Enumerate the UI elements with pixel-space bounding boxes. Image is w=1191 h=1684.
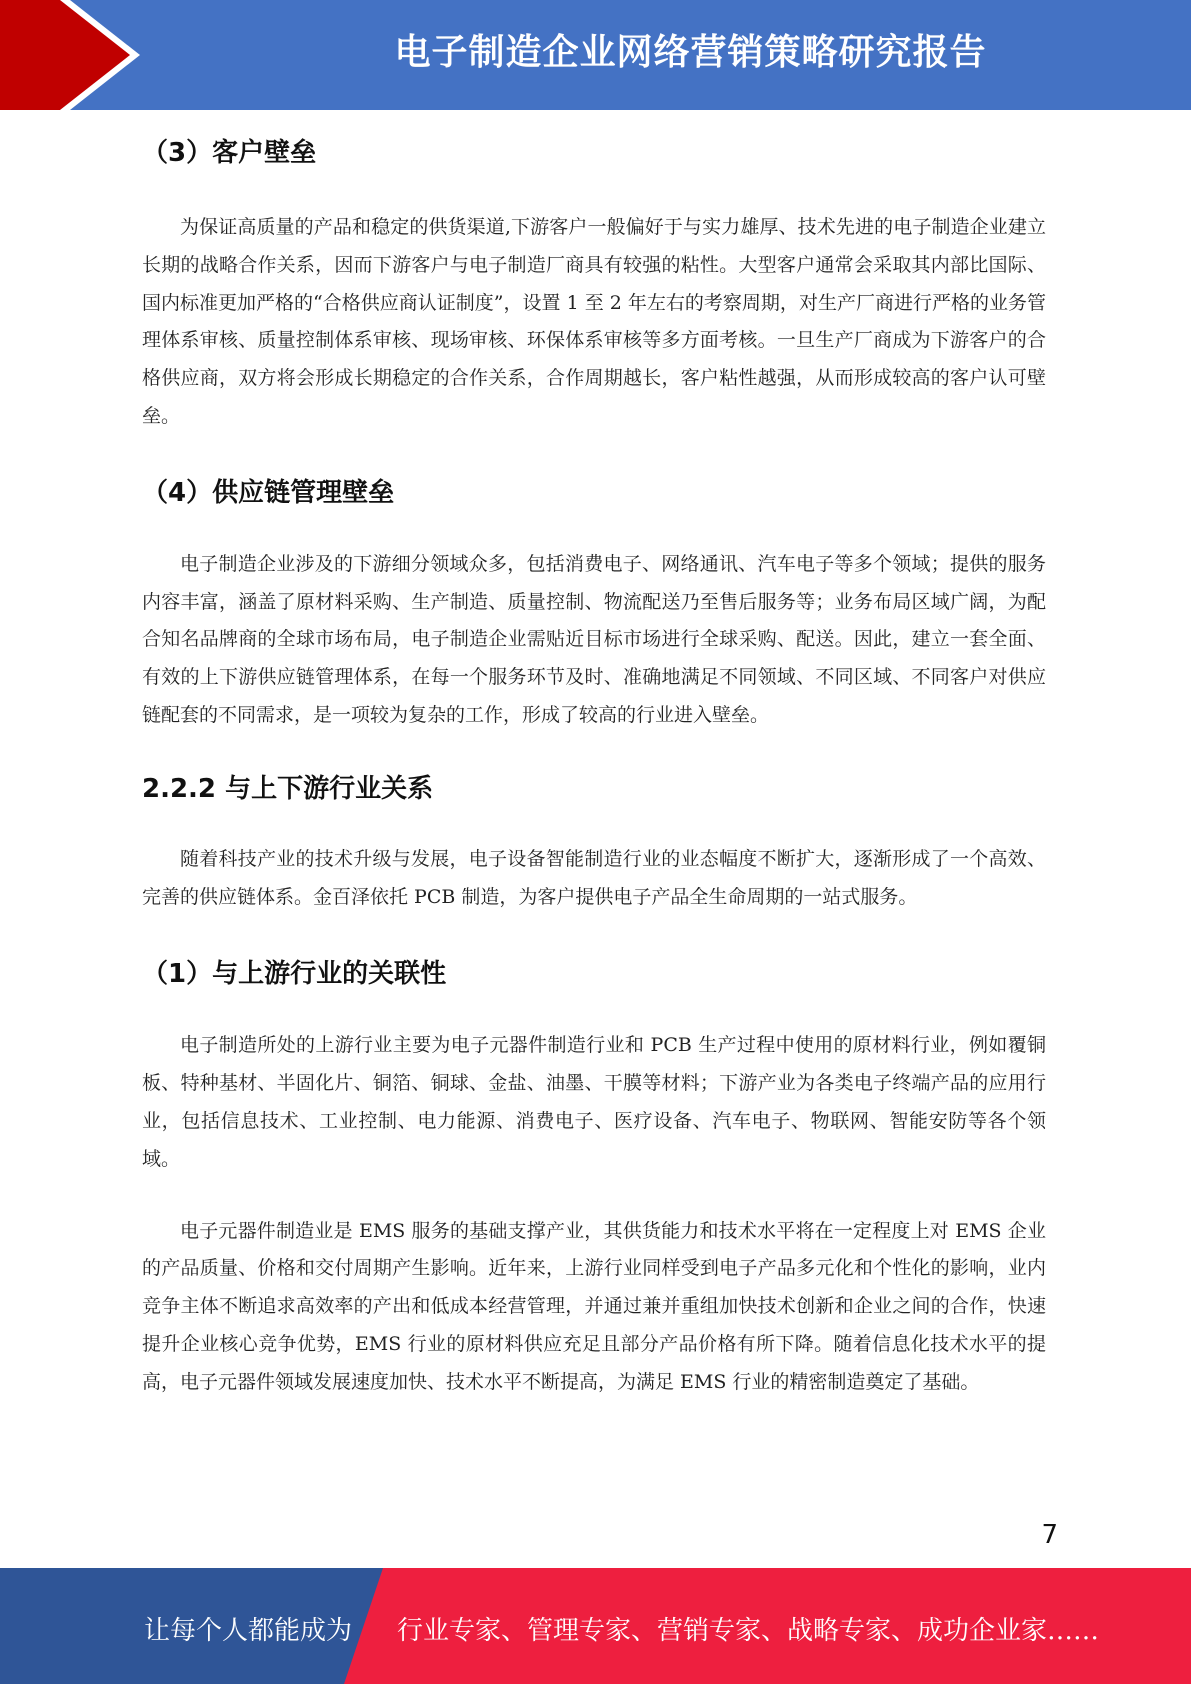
page-footer [0,1568,1191,1684]
paragraph: 为保证高质量的产品和稳定的供货渠道,下游客户一般偏好于与实力雄厚、技术先进的电子制造企业建立长期的战略合作关系，因而下游客户与电子制造厂商具有较强的粘性。大型客户通常会采取其内部比国际、国内标准更加严格的“合格供应商认证制度”，设置 1 至 2 年左右的考察周期，对生产厂商进行严格的业务管理体系审核、质量控制体系审核、现场审核、环保体系审核等多方面考核。一旦生产厂商成为下游客户的合格供应商，双方将会形成长期稳定的合作关系，合作周期越长，客户粘性越强，从而形成较高的客户认可壁垒。 [142,216,1046,427]
report-title: 电子制造企业网络营销策略研究报告 [394,32,987,73]
section-heading: （3）客户壁垒 [142,138,317,168]
footer-slogan-left: 让每个人都能成为 [144,1616,353,1646]
footer-slogan-right: 行业专家、管理专家、营销专家、战略专家、成功企业家…… [397,1616,1100,1646]
page-header [0,0,1191,110]
paragraph: 随着科技产业的技术升级与发展，电子设备智能制造行业的业态幅度不断扩大，逐渐形成了一个高效、完善的供应链体系。金百泽依托 PCB 制造，为客户提供电子产品全生命周期的一站式服务。 [142,847,1046,908]
paragraph: 电子制造企业涉及的下游细分领域众多，包括消费电子、网络通讯、汽车电子等多个领域；提供的服务内容丰富，涵盖了原材料采购、生产制造、质量控制、物流配送乃至售后服务等；业务布局区域广阔，为配合知名品牌商的全球市场布局，电子制造企业需贴近目标市场进行全球采购、配送。因此，建立一套全面、有效的上下游供应链管理体系，在每一个服务环节及时、准确地满足不同领域、不同区域、不同客户对供应链配套的不同需求，是一项较为复杂的工作，形成了较高的行业进入壁垒。 [142,552,1046,726]
section-heading: （4）供应链管理壁垒 [142,477,395,508]
document-body [142,128,1046,1402]
section-heading: 2.2.2 与上下游行业关系 [142,773,434,804]
section-heading: （1）与上游行业的关联性 [142,959,447,990]
paragraph: 电子元器件制造业是 EMS 服务的基础支撑产业，其供货能力和技术水平将在一定程度上对 EMS 企业的产品质量、价格和交付周期产生影响。近年来，上游行业同样受到电子产品多元化和个性化的影响，业内竞争主体不断追求高效率的产出和低成本经营管理，并通过兼并重组加快技术创新和企业之间的合作，快速提升企业核心竞争优势，EMS 行业的原材料供应充足且部分产品价格有所下降。随着信息化技术水平的提高，电子元器件领域发展速度加快、技术水平不断提高，为满足 EMS 行业的精密制造奠定了基础。 [142,1219,1046,1393]
paragraph: 电子制造所处的上游行业主要为电子元器件制造行业和 PCB 生产过程中使用的原材料行业，例如覆铜板、特种基材、半固化片、铜箔、铜球、金盐、油墨、干膜等材料；下游产业为各类电子终端产品的应用行业，包括信息技术、工业控制、电力能源、消费电子、医疗设备、汽车电子、物联网、智能安防等各个领域。 [142,1034,1046,1170]
page-number: 7 [1041,1520,1058,1550]
